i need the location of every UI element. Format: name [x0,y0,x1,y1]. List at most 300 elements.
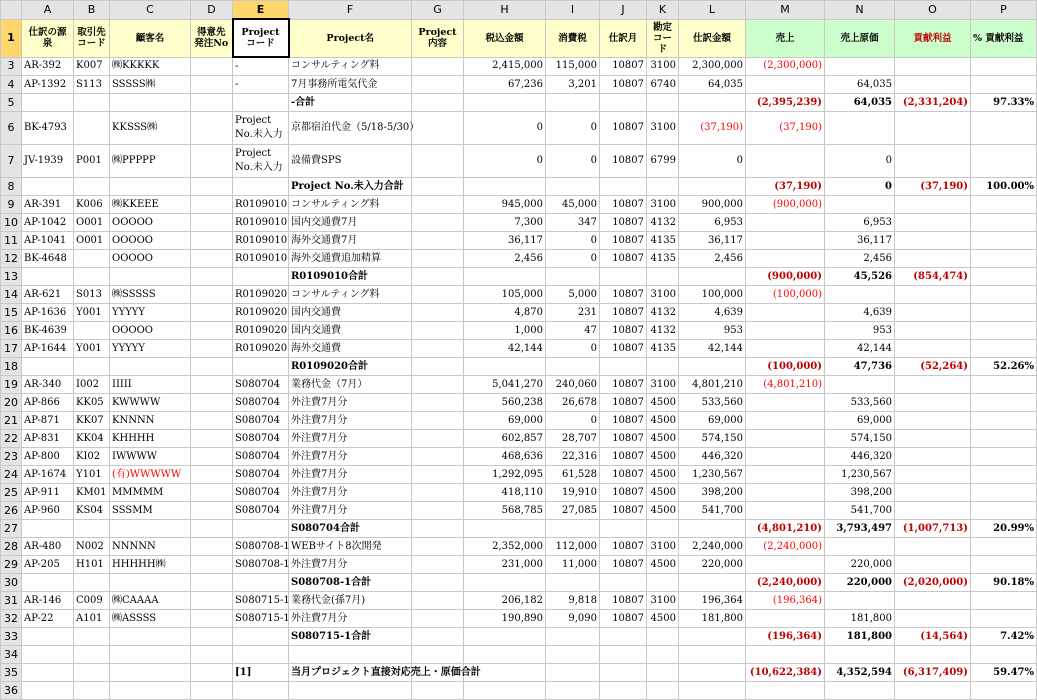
cell-b7[interactable]: P001 [74,145,110,178]
cell-n28[interactable] [825,538,895,556]
cell-p7[interactable] [971,145,1037,178]
cell-e4[interactable]: - [233,76,289,94]
cell-b32[interactable]: A101 [74,610,110,628]
cell-h13[interactable] [464,268,546,286]
cell-h28[interactable]: 2,352,000 [464,538,546,556]
cell-g11[interactable] [412,232,464,250]
cell-c7[interactable]: ㈱PPPPP [110,145,191,178]
cell-d23[interactable] [191,448,233,466]
cell-n10[interactable]: 6,953 [825,214,895,232]
field-header-f[interactable]: Project名 [289,19,412,57]
cell-l19[interactable]: 4,801,210 [679,376,746,394]
cell-j34[interactable] [600,646,647,664]
cell-o11[interactable] [895,232,971,250]
cell-m10[interactable] [746,214,825,232]
cell-i10[interactable]: 347 [546,214,600,232]
field-header-j[interactable]: 仕訳月 [600,19,647,57]
cell-n18[interactable]: 47,736 [825,358,895,376]
cell-d11[interactable] [191,232,233,250]
cell-d29[interactable] [191,556,233,574]
cell-f17[interactable]: 海外交通費 [289,340,412,358]
cell-j11[interactable]: 10807 [600,232,647,250]
cell-l7[interactable]: 0 [679,145,746,178]
cell-b15[interactable]: Y001 [74,304,110,322]
cell-e36[interactable] [233,682,289,700]
cell-k14[interactable]: 3100 [647,286,679,304]
cell-g22[interactable] [412,430,464,448]
cell-n29[interactable]: 220,000 [825,556,895,574]
cell-i30[interactable] [546,574,600,592]
cell-k21[interactable]: 4500 [647,412,679,430]
cell-d6[interactable] [191,112,233,145]
cell-n13[interactable]: 45,526 [825,268,895,286]
cell-b24[interactable]: Y101 [74,466,110,484]
cell-h3[interactable]: 2,415,000 [464,57,546,76]
cell-p16[interactable] [971,322,1037,340]
cell-c10[interactable]: OOOOO [110,214,191,232]
cell-c4[interactable]: SSSSS㈱ [110,76,191,94]
row-header-27[interactable]: 27 [1,520,22,538]
cell-b22[interactable]: KK04 [74,430,110,448]
cell-d25[interactable] [191,484,233,502]
cell-p28[interactable] [971,538,1037,556]
row-header-6[interactable]: 6 [1,112,22,145]
cell-h34[interactable] [464,646,546,664]
cell-h7[interactable]: 0 [464,145,546,178]
cell-g7[interactable] [412,145,464,178]
cell-m11[interactable] [746,232,825,250]
cell-f16[interactable]: 国内交通費 [289,322,412,340]
row-header-1[interactable]: 1 [1,19,22,57]
cell-b17[interactable]: Y001 [74,340,110,358]
row-header-9[interactable]: 9 [1,196,22,214]
cell-c29[interactable]: HHHHH㈱ [110,556,191,574]
cell-b10[interactable]: O001 [74,214,110,232]
cell-m9[interactable]: (900,000) [746,196,825,214]
cell-c19[interactable]: IIIII [110,376,191,394]
cell-e18[interactable] [233,358,289,376]
cell-g16[interactable] [412,322,464,340]
cell-d5[interactable] [191,94,233,112]
cell-p4[interactable] [971,76,1037,94]
cell-k23[interactable]: 4500 [647,448,679,466]
cell-j31[interactable]: 10807 [600,592,647,610]
cell-m14[interactable]: (100,000) [746,286,825,304]
cell-c21[interactable]: KNNNN [110,412,191,430]
cell-e26[interactable]: S080704 [233,502,289,520]
cell-h8[interactable] [464,178,546,196]
cell-h18[interactable] [464,358,546,376]
cell-n25[interactable]: 398,200 [825,484,895,502]
column-header-f[interactable]: F [289,1,412,20]
cell-e31[interactable]: S080715-1 [233,592,289,610]
cell-o9[interactable] [895,196,971,214]
cell-g25[interactable] [412,484,464,502]
cell-f8[interactable]: Project No.未入力合計 [289,178,412,196]
cell-o10[interactable] [895,214,971,232]
field-header-b[interactable]: 取引先コード [74,19,110,57]
cell-o20[interactable] [895,394,971,412]
row-header-15[interactable]: 15 [1,304,22,322]
column-header-i[interactable]: I [546,1,600,20]
cell-k13[interactable] [647,268,679,286]
field-header-h[interactable]: 税込金額 [464,19,546,57]
column-header-n[interactable]: N [825,1,895,20]
cell-f10[interactable]: 国内交通費7月 [289,214,412,232]
cell-i26[interactable]: 27,085 [546,502,600,520]
cell-c33[interactable] [110,628,191,646]
cell-i20[interactable]: 26,678 [546,394,600,412]
cell-l20[interactable]: 533,560 [679,394,746,412]
cell-h4[interactable]: 67,236 [464,76,546,94]
cell-n3[interactable] [825,57,895,76]
cell-p20[interactable] [971,394,1037,412]
cell-o12[interactable] [895,250,971,268]
cell-g8[interactable] [412,178,464,196]
cell-a24[interactable]: AP-1674 [22,466,74,484]
cell-i6[interactable]: 0 [546,112,600,145]
cell-e9[interactable]: R0109010 [233,196,289,214]
cell-n22[interactable]: 574,150 [825,430,895,448]
cell-j19[interactable]: 10807 [600,376,647,394]
cell-g18[interactable] [412,358,464,376]
cell-k25[interactable]: 4500 [647,484,679,502]
cell-p14[interactable] [971,286,1037,304]
cell-e22[interactable]: S080704 [233,430,289,448]
cell-i18[interactable] [546,358,600,376]
cell-a27[interactable] [22,520,74,538]
cell-f34[interactable] [289,646,412,664]
cell-n7[interactable]: 0 [825,145,895,178]
cell-i34[interactable] [546,646,600,664]
cell-e10[interactable]: R0109010 [233,214,289,232]
cell-f25[interactable]: 外注費7月分 [289,484,412,502]
cell-i24[interactable]: 61,528 [546,466,600,484]
cell-l29[interactable]: 220,000 [679,556,746,574]
cell-f5[interactable]: -合計 [289,94,412,112]
cell-g10[interactable] [412,214,464,232]
cell-c20[interactable]: KWWWW [110,394,191,412]
cell-f33[interactable]: S080715-1合計 [289,628,412,646]
cell-d17[interactable] [191,340,233,358]
cell-n33[interactable]: 181,800 [825,628,895,646]
cell-g36[interactable] [412,682,464,700]
cell-e8[interactable] [233,178,289,196]
cell-l17[interactable]: 42,144 [679,340,746,358]
cell-i3[interactable]: 115,000 [546,57,600,76]
cell-b9[interactable]: K006 [74,196,110,214]
cell-f11[interactable]: 海外交通費7月 [289,232,412,250]
field-header-n[interactable]: 売上原価 [825,19,895,57]
row-header-3[interactable]: 3 [1,57,22,76]
cell-f19[interactable]: 業務代金（7月） [289,376,412,394]
cell-b11[interactable]: O001 [74,232,110,250]
column-header-l[interactable]: L [679,1,746,20]
cell-f18[interactable]: R0109020合計 [289,358,412,376]
cell-i13[interactable] [546,268,600,286]
cell-e35[interactable]: [1] [233,664,289,682]
field-header-p[interactable]: % 貢献利益 [971,19,1037,57]
cell-l36[interactable] [679,682,746,700]
cell-b36[interactable] [74,682,110,700]
row-header-25[interactable]: 25 [1,484,22,502]
cell-n8[interactable]: 0 [825,178,895,196]
cell-p35[interactable]: 59.47% [971,664,1037,682]
cell-e23[interactable]: S080704 [233,448,289,466]
cell-g13[interactable] [412,268,464,286]
field-header-o[interactable]: 貢献利益 [895,19,971,57]
cell-k4[interactable]: 6740 [647,76,679,94]
cell-a13[interactable] [22,268,74,286]
cell-o27[interactable]: (1,007,713) [895,520,971,538]
cell-b16[interactable] [74,322,110,340]
cell-i32[interactable]: 9,090 [546,610,600,628]
cell-e11[interactable]: R0109010 [233,232,289,250]
cell-m22[interactable] [746,430,825,448]
cell-k16[interactable]: 4132 [647,322,679,340]
cell-d12[interactable] [191,250,233,268]
cell-e6[interactable]: Project No.未入力 [233,112,289,145]
row-header-32[interactable]: 32 [1,610,22,628]
cell-j3[interactable]: 10807 [600,57,647,76]
cell-h30[interactable] [464,574,546,592]
cell-m12[interactable] [746,250,825,268]
cell-m20[interactable] [746,394,825,412]
cell-g27[interactable] [412,520,464,538]
cell-k3[interactable]: 3100 [647,57,679,76]
column-header-o[interactable]: O [895,1,971,20]
cell-l14[interactable]: 100,000 [679,286,746,304]
cell-i23[interactable]: 22,316 [546,448,600,466]
cell-p33[interactable]: 7.42% [971,628,1037,646]
cell-p9[interactable] [971,196,1037,214]
row-header-19[interactable]: 19 [1,376,22,394]
cell-j35[interactable] [600,664,647,682]
cell-j33[interactable] [600,628,647,646]
cell-o33[interactable]: (14,564) [895,628,971,646]
row-header-12[interactable]: 12 [1,250,22,268]
cell-d31[interactable] [191,592,233,610]
cell-j36[interactable] [600,682,647,700]
cell-p12[interactable] [971,250,1037,268]
cell-a12[interactable]: BK-4648 [22,250,74,268]
cell-k19[interactable]: 3100 [647,376,679,394]
cell-j9[interactable]: 10807 [600,196,647,214]
cell-p5[interactable]: 97.33% [971,94,1037,112]
cell-a10[interactable]: AP-1042 [22,214,74,232]
cell-n35[interactable]: 4,352,594 [825,664,895,682]
cell-o26[interactable] [895,502,971,520]
cell-d7[interactable] [191,145,233,178]
cell-c25[interactable]: MMMMM [110,484,191,502]
cell-b30[interactable] [74,574,110,592]
cell-k15[interactable]: 4132 [647,304,679,322]
cell-a34[interactable] [22,646,74,664]
cell-m7[interactable] [746,145,825,178]
cell-d30[interactable] [191,574,233,592]
field-header-g[interactable]: Project 内容 [412,19,464,57]
row-header-26[interactable]: 26 [1,502,22,520]
cell-g17[interactable] [412,340,464,358]
cell-k18[interactable] [647,358,679,376]
cell-m26[interactable] [746,502,825,520]
cell-d4[interactable] [191,76,233,94]
cell-o4[interactable] [895,76,971,94]
cell-l9[interactable]: 900,000 [679,196,746,214]
cell-m29[interactable] [746,556,825,574]
cell-b18[interactable] [74,358,110,376]
cell-h25[interactable]: 418,110 [464,484,546,502]
cell-a14[interactable]: AR-621 [22,286,74,304]
cell-d34[interactable] [191,646,233,664]
row-header-18[interactable]: 18 [1,358,22,376]
cell-c26[interactable]: SSSMM [110,502,191,520]
cell-f28[interactable]: WEBサイト8次開発 [289,538,412,556]
column-header-g[interactable]: G [412,1,464,20]
cell-n31[interactable] [825,592,895,610]
cell-f36[interactable] [289,682,412,700]
cell-k24[interactable]: 4500 [647,466,679,484]
field-header-k[interactable]: 勘定コード [647,19,679,57]
cell-n17[interactable]: 42,144 [825,340,895,358]
cell-a19[interactable]: AR-340 [22,376,74,394]
cell-n26[interactable]: 541,700 [825,502,895,520]
cell-j29[interactable]: 10807 [600,556,647,574]
cell-k35[interactable] [647,664,679,682]
row-header-13[interactable]: 13 [1,268,22,286]
cell-d9[interactable] [191,196,233,214]
select-all-corner[interactable] [1,1,22,20]
cell-n9[interactable] [825,196,895,214]
cell-h33[interactable] [464,628,546,646]
row-header-14[interactable]: 14 [1,286,22,304]
cell-g15[interactable] [412,304,464,322]
cell-e15[interactable]: R0109020 [233,304,289,322]
row-header-16[interactable]: 16 [1,322,22,340]
cell-h15[interactable]: 4,870 [464,304,546,322]
cell-o16[interactable] [895,322,971,340]
cell-o32[interactable] [895,610,971,628]
cell-c24[interactable]: (有)WWWWW [110,466,191,484]
cell-d24[interactable] [191,466,233,484]
cell-c27[interactable] [110,520,191,538]
cell-b35[interactable] [74,664,110,682]
cell-b20[interactable]: KK05 [74,394,110,412]
cell-m19[interactable]: (4,801,210) [746,376,825,394]
cell-p3[interactable] [971,57,1037,76]
cell-h14[interactable]: 105,000 [464,286,546,304]
row-header-34[interactable]: 34 [1,646,22,664]
cell-o24[interactable] [895,466,971,484]
field-header-l[interactable]: 仕訳金額 [679,19,746,57]
cell-f21[interactable]: 外注費7月分 [289,412,412,430]
cell-b21[interactable]: KK07 [74,412,110,430]
cell-n4[interactable]: 64,035 [825,76,895,94]
cell-b13[interactable] [74,268,110,286]
cell-d33[interactable] [191,628,233,646]
column-header-j[interactable]: J [600,1,647,20]
cell-b28[interactable]: N002 [74,538,110,556]
cell-a25[interactable]: AP-911 [22,484,74,502]
cell-h27[interactable] [464,520,546,538]
cell-l21[interactable]: 69,000 [679,412,746,430]
cell-a18[interactable] [22,358,74,376]
column-header-d[interactable]: D [191,1,233,20]
cell-c12[interactable]: OOOOO [110,250,191,268]
cell-o30[interactable]: (2,020,000) [895,574,971,592]
cell-a11[interactable]: AP-1041 [22,232,74,250]
cell-d27[interactable] [191,520,233,538]
cell-a29[interactable]: AP-205 [22,556,74,574]
cell-i14[interactable]: 5,000 [546,286,600,304]
cell-l11[interactable]: 36,117 [679,232,746,250]
cell-n24[interactable]: 1,230,567 [825,466,895,484]
cell-j7[interactable]: 10807 [600,145,647,178]
cell-i28[interactable]: 112,000 [546,538,600,556]
cell-l5[interactable] [679,94,746,112]
row-header-8[interactable]: 8 [1,178,22,196]
cell-j13[interactable] [600,268,647,286]
cell-m28[interactable]: (2,240,000) [746,538,825,556]
cell-a17[interactable]: AP-1644 [22,340,74,358]
row-header-28[interactable]: 28 [1,538,22,556]
cell-e33[interactable] [233,628,289,646]
cell-g29[interactable] [412,556,464,574]
row-header-5[interactable]: 5 [1,94,22,112]
cell-e17[interactable]: R0109020 [233,340,289,358]
cell-m27[interactable]: (4,801,210) [746,520,825,538]
cell-m23[interactable] [746,448,825,466]
column-header-b[interactable]: B [74,1,110,20]
cell-m4[interactable] [746,76,825,94]
cell-h31[interactable]: 206,182 [464,592,546,610]
cell-a36[interactable] [22,682,74,700]
cell-e19[interactable]: S080704 [233,376,289,394]
cell-j12[interactable]: 10807 [600,250,647,268]
cell-a9[interactable]: AR-391 [22,196,74,214]
row-header-21[interactable]: 21 [1,412,22,430]
cell-g31[interactable] [412,592,464,610]
cell-b6[interactable] [74,112,110,145]
cell-i33[interactable] [546,628,600,646]
row-header-10[interactable]: 10 [1,214,22,232]
cell-m15[interactable] [746,304,825,322]
cell-p27[interactable]: 20.99% [971,520,1037,538]
cell-a7[interactable]: JV-1939 [22,145,74,178]
cell-k9[interactable]: 3100 [647,196,679,214]
cell-g19[interactable] [412,376,464,394]
cell-b5[interactable] [74,94,110,112]
column-header-a[interactable]: A [22,1,74,20]
cell-i7[interactable]: 0 [546,145,600,178]
cell-g14[interactable] [412,286,464,304]
cell-j26[interactable]: 10807 [600,502,647,520]
cell-d36[interactable] [191,682,233,700]
column-header-m[interactable]: M [746,1,825,20]
cell-j24[interactable]: 10807 [600,466,647,484]
cell-b27[interactable] [74,520,110,538]
cell-h29[interactable]: 231,000 [464,556,546,574]
field-header-m[interactable]: 売上 [746,19,825,57]
cell-o29[interactable] [895,556,971,574]
cell-f32[interactable]: 外注費7月分 [289,610,412,628]
cell-c32[interactable]: ㈱ASSSS [110,610,191,628]
cell-h17[interactable]: 42,144 [464,340,546,358]
cell-d21[interactable] [191,412,233,430]
row-header-36[interactable]: 36 [1,682,22,700]
column-header-h[interactable]: H [464,1,546,20]
cell-h23[interactable]: 468,636 [464,448,546,466]
